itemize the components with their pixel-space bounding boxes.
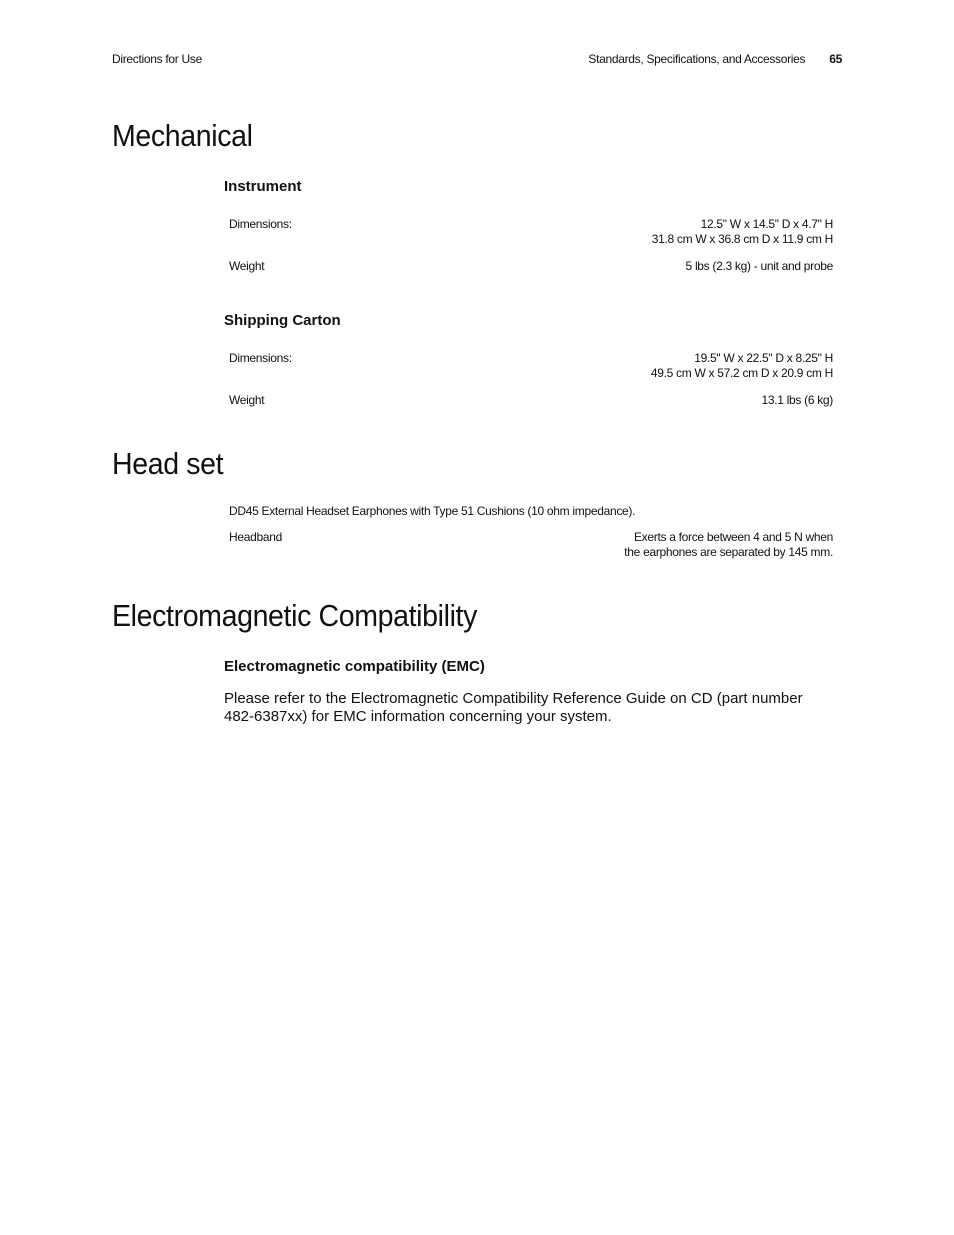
page-number: 65 [829,52,842,66]
headset-description: DD45 External Headset Earphones with Type 51 Cushions (10 ohm impedance). [229,504,636,518]
instrument-dimensions-metric: 31.8 cm W x 36.8 cm D x 11.9 cm H [651,232,833,246]
headband-value [624,530,833,560]
instrument-dimensions-value [652,217,833,247]
instrument-dimensions-label: Dimensions: [229,217,292,231]
carton-weight-label: Weight [229,393,265,407]
headband-row [229,530,833,562]
instrument-weight-row [229,259,833,275]
header-section [588,52,842,66]
instrument-heading: Instrument [224,178,302,195]
emc-subheading: Electromagnetic compatibility (EMC) [224,658,485,675]
emc-heading: Electromagnetic Compatibility [112,598,477,633]
carton-dimensions-row [229,351,833,383]
mechanical-heading: Mechanical [112,118,253,153]
header-section-title: Standards, Specifications, and Accessories [588,52,806,66]
carton-dimensions-value [651,351,833,381]
instrument-dimensions-row [229,217,833,249]
emc-body [224,690,844,726]
headband-separation: the earphones are separated by 145 mm. [624,545,833,559]
header-doc-title: Directions for Use [112,52,202,66]
carton-dimensions-metric: 49.5 cm W x 57.2 cm D x 20.9 cm H [650,366,833,380]
headband-label: Headband [229,530,282,544]
page-header [112,52,842,70]
instrument-dimensions-imperial: 12.5" W x 14.5" D x 4.7" H [700,217,833,231]
emc-body-line1: Please refer to the Electromagnetic Compatibility Reference Guide on CD (part number [224,690,803,707]
carton-weight-row [229,393,833,409]
carton-weight-value: 13.1 lbs (6 kg) [761,393,833,407]
carton-dimensions-imperial: 19.5" W x 22.5" D x 8.25" H [694,351,833,365]
instrument-weight-value: 5 lbs (2.3 kg) - unit and probe [685,259,833,273]
emc-body-line2: 482-6387xx) for EMC information concerning your system. [224,708,612,725]
head-set-heading: Head set [112,446,224,481]
headband-force: Exerts a force between 4 and 5 N when [633,530,833,544]
shipping-carton-heading: Shipping Carton [224,312,341,329]
carton-dimensions-label: Dimensions: [229,351,292,365]
instrument-weight-label: Weight [229,259,265,273]
